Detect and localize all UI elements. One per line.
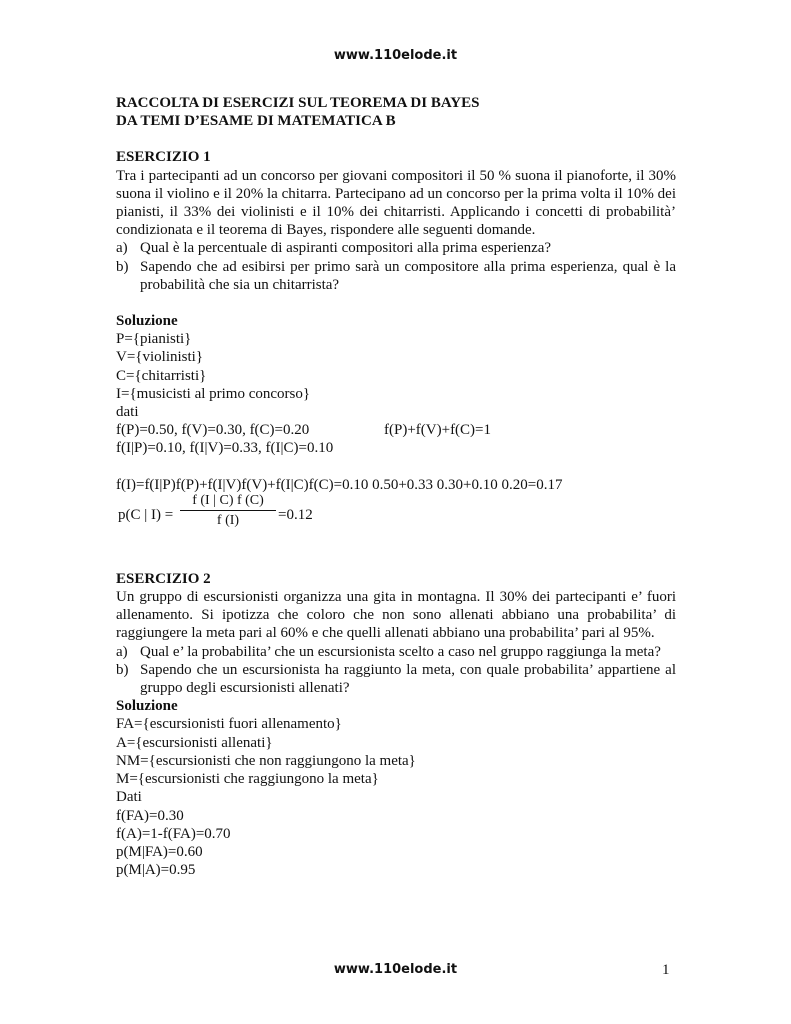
exercise-2-line: A={escursionisti allenati} (116, 734, 273, 751)
exercise-2-line: f(A)=1-f(FA)=0.70 (116, 825, 231, 842)
exercise-2-line: FA={escursionisti fuori allenamento} (116, 716, 342, 733)
page-number: 1 (662, 962, 670, 978)
exercise-1-line: C={chitarristi} (116, 367, 207, 384)
exercise-2-line: M={escursionisti che raggiungono la meta} (116, 771, 379, 788)
exercise-2-question-a (116, 643, 676, 661)
exercise-2-line: NM={escursionisti che non raggiungono la meta} (116, 752, 416, 769)
question-b-text: Sapendo che ad esibirsi per primo sarà un compositore alla prima esperienza, qual è la probabilità che sia un chitarrista? (140, 258, 676, 293)
data-line-1-right: f(P)+f(V)+f(C)=1 (384, 422, 492, 439)
title-line-1: RACCOLTA DI ESERCIZI SUL TEOREMA DI BAYES (116, 95, 480, 111)
bayes-fraction (180, 492, 276, 529)
exercise-2-question-b (116, 661, 676, 697)
exercise-1-text: Tra i partecipanti ad un concorso per giovani compositori il 50 % suona il pianoforte, il 30% suona il violino e il 20% la chitarra. Partecipano ad un concorso per la prima volta il 10% dei pianisti, il 33% dei violinisti e il 10% dei chitarristi. Applicando i concetti di probabilità’ condizionata e il teorema di Bayes, rispondere alle seguenti domande. (116, 167, 676, 239)
exercise-1-line: P={pianisti} (116, 331, 192, 348)
exercise-2-line: p(M|FA)=0.60 (116, 843, 203, 860)
exercise-1-solution-heading: Soluzione (116, 313, 178, 330)
question-a-text: Qual e’ la probabilita’ che un escursionista scelto a caso nel gruppo raggiunga la meta? (140, 643, 661, 660)
exercise-1-data-line-1 (116, 421, 676, 439)
exercise-1-question-a (116, 239, 676, 257)
exercise-1-calculation: f(I)=f(I|P)f(P)+f(I|V)f(V)+f(I|C)f(C)=0.10 0.50+0.33 0.30+0.10 0.20=0.17 (116, 476, 563, 493)
title-line-2: DA TEMI D’ESAME DI MATEMATICA B (116, 113, 396, 130)
question-a-marker: a) (116, 643, 128, 660)
question-a-marker: a) (116, 240, 128, 257)
bayes-result: =0.12 (278, 506, 313, 523)
fraction-bar (180, 510, 276, 511)
bayes-denominator: f (I) (216, 512, 240, 528)
exercise-1-line: I={musicisti al primo concorso} (116, 385, 311, 402)
exercise-2-line: f(FA)=0.30 (116, 807, 184, 824)
exercise-2-line: Dati (116, 789, 142, 806)
document-body (116, 94, 676, 879)
exercise-2-heading: ESERCIZIO 2 (116, 570, 211, 587)
question-b-marker: b) (116, 661, 129, 678)
data-line-1-left: f(P)=0.50, f(V)=0.30, f(C)=0.20 (116, 422, 310, 439)
footer-site[interactable]: www.110elode.it (333, 962, 458, 977)
exercise-1-heading: ESERCIZIO 1 (116, 149, 211, 166)
exercise-2-line: p(M|A)=0.95 (116, 862, 196, 879)
bayes-formula (116, 492, 676, 534)
question-b-text: Sapendo che un escursionista ha raggiunto la meta, con quale probabilita’ appartiene al gruppo degli escursionisti allenati? (140, 661, 676, 697)
exercise-2-solution-heading: Soluzione (116, 698, 178, 715)
question-a-text: Qual è la percentuale di aspiranti compositori alla prima esperienza? (140, 240, 552, 257)
exercise-2-text: Un gruppo di escursionisti organizza una gita in montagna. Il 30% dei partecipanti e’ fuori allenamento. Si ipotizza che coloro che non sono allenati abbiano una probabilita’ di raggiungere la meta pari al 60% e che quelli allenati abbiano una probabilita’ pari al 95%. (116, 589, 676, 642)
exercise-1-line: V={violinisti} (116, 349, 204, 366)
bayes-lhs: p(C | I) = (118, 506, 174, 523)
header-site[interactable]: www.110elode.it (333, 48, 458, 63)
exercise-1-data-line-2: f(I|P)=0.10, f(I|V)=0.33, f(I|C)=0.10 (116, 440, 334, 457)
question-b-marker: b) (116, 258, 129, 275)
exercise-1-question-b (116, 258, 676, 294)
exercise-1-line: dati (116, 404, 139, 421)
bayes-numerator: f (I | C) f (C) (192, 492, 264, 508)
